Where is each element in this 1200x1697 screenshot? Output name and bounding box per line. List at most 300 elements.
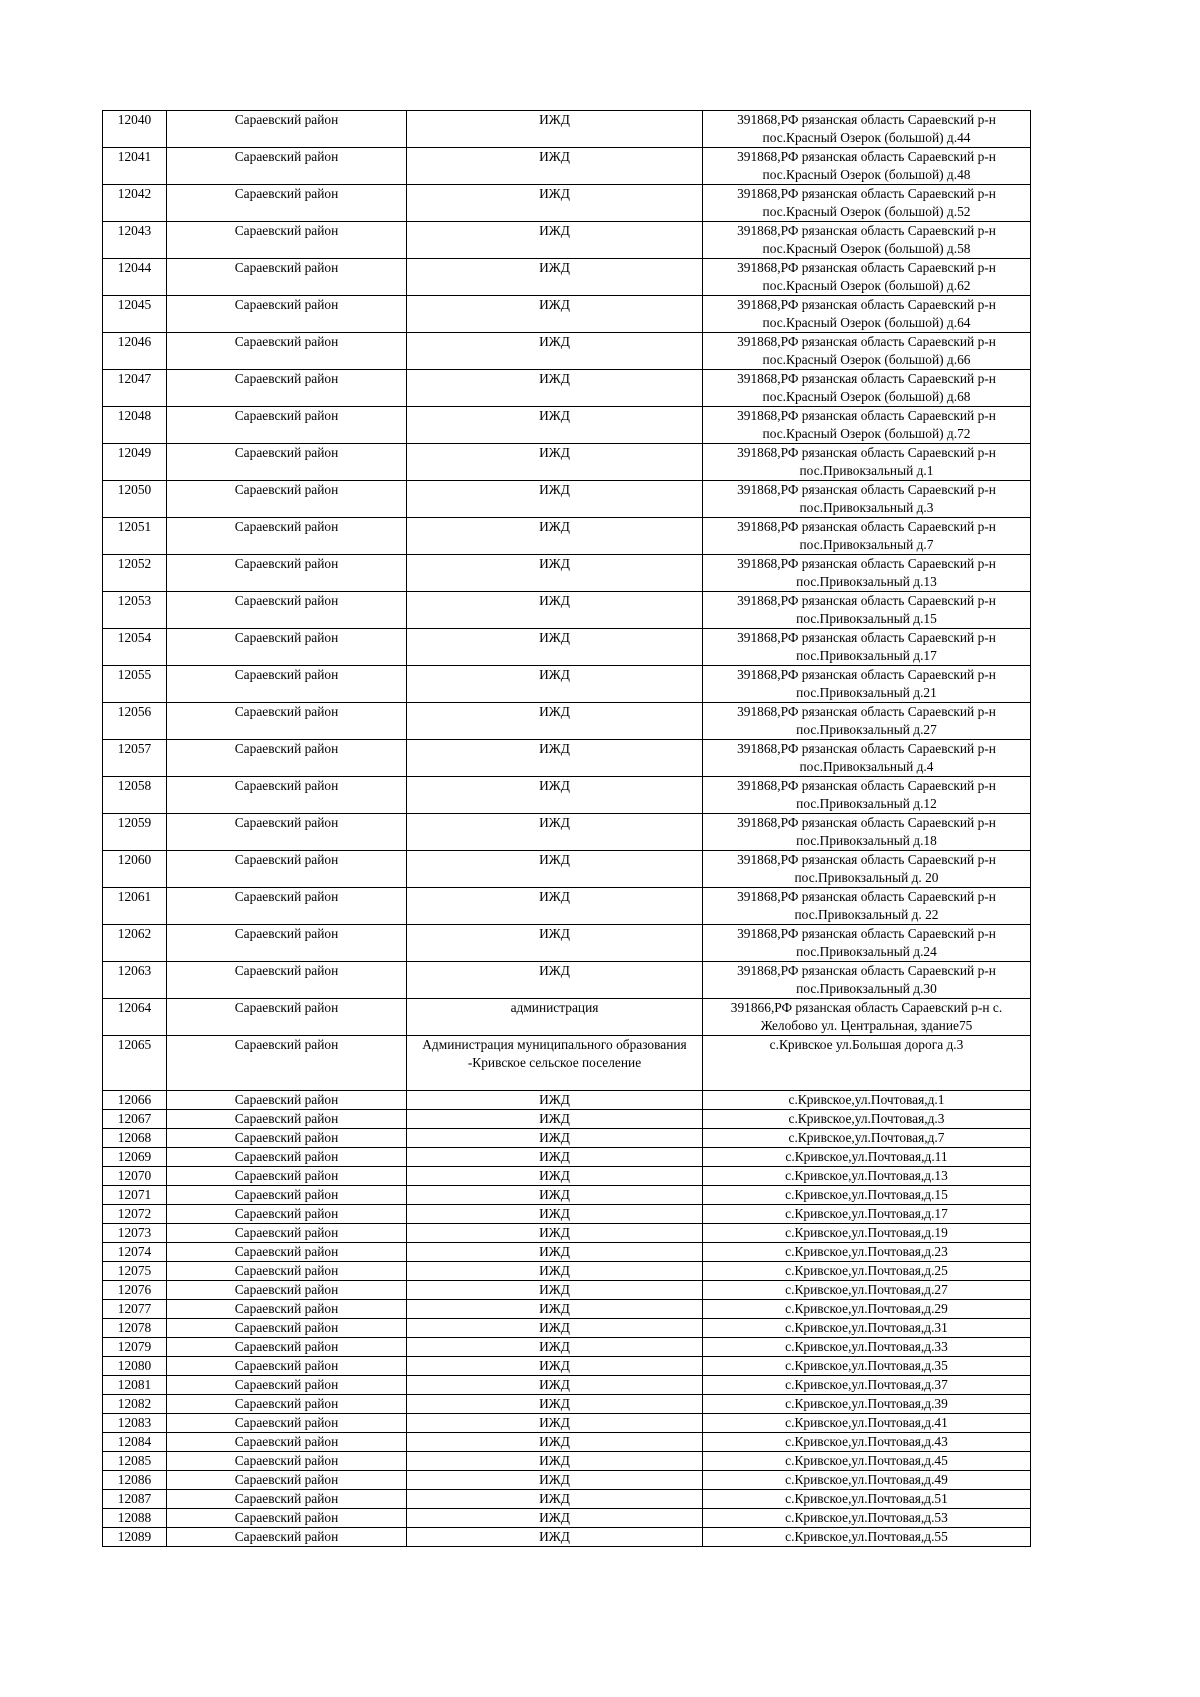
table-row	[103, 1452, 1031, 1471]
cell-number: 12054	[103, 629, 167, 666]
cell-district: Сараевский район	[167, 185, 407, 222]
address-line: пос.Привокзальный д.17	[796, 648, 937, 663]
cell-number: 12046	[103, 333, 167, 370]
cell-number: 12080	[103, 1357, 167, 1376]
cell-use: ИЖД	[407, 814, 703, 851]
cell-use: ИЖД	[407, 1357, 703, 1376]
table-row	[103, 1509, 1031, 1528]
cell-address	[703, 1205, 1031, 1224]
address-line: 391868,РФ рязанская область Сараевский р-н	[737, 371, 996, 386]
cell-number: 12040	[103, 111, 167, 148]
cell-district: Сараевский район	[167, 1433, 407, 1452]
table-row	[103, 1376, 1031, 1395]
cell-district: Сараевский район	[167, 222, 407, 259]
address-line: 391866,РФ рязанская область Сараевский р-н с.	[730, 1000, 1003, 1015]
table-row	[103, 1338, 1031, 1357]
cell-district: Сараевский район	[167, 370, 407, 407]
table-row	[103, 1129, 1031, 1148]
cell-use: ИЖД	[407, 740, 703, 777]
table-row	[103, 1262, 1031, 1281]
table-row	[103, 1395, 1031, 1414]
address-line: с.Кривское,ул.Почтовая,д.27	[785, 1282, 948, 1297]
cell-district: Сараевский район	[167, 148, 407, 185]
cell-number: 12063	[103, 962, 167, 999]
cell-number: 12084	[103, 1433, 167, 1452]
cell-use: ИЖД	[407, 1167, 703, 1186]
cell-district: Сараевский район	[167, 925, 407, 962]
cell-number: 12067	[103, 1110, 167, 1129]
address-line: 391868,РФ рязанская область Сараевский р-н	[737, 815, 996, 830]
cell-number: 12081	[103, 1376, 167, 1395]
cell-number: 12042	[103, 185, 167, 222]
cell-district: Сараевский район	[167, 1224, 407, 1243]
address-line: 391868,РФ рязанская область Сараевский р-н	[737, 556, 996, 571]
cell-use: ИЖД	[407, 962, 703, 999]
cell-use: ИЖД	[407, 333, 703, 370]
cell-district: Сараевский район	[167, 666, 407, 703]
address-line: 391868,РФ рязанская область Сараевский р-н	[737, 852, 996, 867]
cell-district: Сараевский район	[167, 851, 407, 888]
cell-address	[703, 296, 1031, 333]
cell-district: Сараевский район	[167, 1490, 407, 1509]
address-line: пос.Привокзальный д.27	[796, 722, 937, 737]
cell-address	[703, 777, 1031, 814]
cell-address	[703, 1281, 1031, 1300]
table-row	[103, 481, 1031, 518]
cell-use: ИЖД	[407, 222, 703, 259]
cell-use: ИЖД	[407, 592, 703, 629]
cell-number: 12057	[103, 740, 167, 777]
table-row	[103, 1036, 1031, 1091]
cell-use: ИЖД	[407, 1471, 703, 1490]
address-line: с.Кривское,ул.Почтовая,д.37	[785, 1377, 948, 1392]
cell-number: 12043	[103, 222, 167, 259]
cell-district: Сараевский район	[167, 111, 407, 148]
cell-use: ИЖД	[407, 259, 703, 296]
cell-district: Сараевский район	[167, 1205, 407, 1224]
cell-address	[703, 1490, 1031, 1509]
address-line: пос.Привокзальный д. 20	[794, 870, 939, 885]
table-row	[103, 592, 1031, 629]
cell-use: ИЖД	[407, 1300, 703, 1319]
address-line: с.Кривское,ул.Почтовая,д.23	[785, 1244, 948, 1259]
cell-use: ИЖД	[407, 1376, 703, 1395]
cell-address	[703, 1471, 1031, 1490]
address-line: пос.Привокзальный д.13	[796, 574, 937, 589]
cell-address	[703, 1357, 1031, 1376]
cell-district: Сараевский район	[167, 1528, 407, 1547]
cell-number: 12089	[103, 1528, 167, 1547]
cell-number: 12071	[103, 1186, 167, 1205]
cell-district: Сараевский район	[167, 1281, 407, 1300]
cell-district: Сараевский район	[167, 888, 407, 925]
cell-district: Сараевский район	[167, 1338, 407, 1357]
cell-number: 12055	[103, 666, 167, 703]
cell-address	[703, 444, 1031, 481]
cell-number: 12061	[103, 888, 167, 925]
cell-address	[703, 185, 1031, 222]
cell-number: 12058	[103, 777, 167, 814]
table-row	[103, 666, 1031, 703]
table-row	[103, 814, 1031, 851]
cell-district: Сараевский район	[167, 1148, 407, 1167]
cell-number: 12085	[103, 1452, 167, 1471]
cell-district: Сараевский район	[167, 481, 407, 518]
address-line: пос.Привокзальный д.3	[799, 500, 934, 515]
cell-address	[703, 1148, 1031, 1167]
address-line: пос.Красный Озерок (большой) д.52	[762, 204, 971, 219]
table-row	[103, 703, 1031, 740]
cell-address	[703, 1376, 1031, 1395]
table-row	[103, 1300, 1031, 1319]
address-line: 391868,РФ рязанская область Сараевский р-н	[737, 260, 996, 275]
cell-address	[703, 259, 1031, 296]
cell-number: 12045	[103, 296, 167, 333]
cell-use: ИЖД	[407, 666, 703, 703]
table-row	[103, 1205, 1031, 1224]
cell-number: 12052	[103, 555, 167, 592]
cell-use: ИЖД	[407, 148, 703, 185]
address-line: 391868,РФ рязанская область Сараевский р-н	[737, 667, 996, 682]
table-row	[103, 1091, 1031, 1110]
cell-district: Сараевский район	[167, 444, 407, 481]
address-line: пос.Привокзальный д.1	[799, 463, 934, 478]
table-row	[103, 888, 1031, 925]
cell-district: Сараевский район	[167, 1110, 407, 1129]
cell-number: 12079	[103, 1338, 167, 1357]
cell-district: Сараевский район	[167, 1319, 407, 1338]
cell-district: Сараевский район	[167, 814, 407, 851]
cell-use: ИЖД	[407, 1281, 703, 1300]
address-line: 391868,РФ рязанская область Сараевский р-н	[737, 223, 996, 238]
table-row	[103, 1319, 1031, 1338]
table-row	[103, 1433, 1031, 1452]
address-line: с.Кривское,ул.Почтовая,д.45	[785, 1453, 948, 1468]
address-line: пос.Привокзальный д.12	[796, 796, 937, 811]
address-line: с.Кривское,ул.Почтовая,д.39	[785, 1396, 948, 1411]
cell-number: 12086	[103, 1471, 167, 1490]
cell-address	[703, 1319, 1031, 1338]
address-line: с.Кривское,ул.Почтовая,д.49	[785, 1472, 948, 1487]
cell-use: ИЖД	[407, 296, 703, 333]
cell-number: 12083	[103, 1414, 167, 1433]
cell-use: ИЖД	[407, 925, 703, 962]
table-row	[103, 259, 1031, 296]
table-row	[103, 148, 1031, 185]
cell-address	[703, 1243, 1031, 1262]
cell-district: Сараевский район	[167, 1376, 407, 1395]
cell-number: 12047	[103, 370, 167, 407]
address-line: с.Кривское,ул.Почтовая,д.41	[785, 1415, 948, 1430]
cell-address	[703, 1338, 1031, 1357]
cell-number: 12076	[103, 1281, 167, 1300]
cell-number: 12072	[103, 1205, 167, 1224]
cell-address	[703, 1186, 1031, 1205]
cell-use: ИЖД	[407, 1490, 703, 1509]
table-row	[103, 1528, 1031, 1547]
address-line: 391868,РФ рязанская область Сараевский р-н	[737, 112, 996, 127]
table-row	[103, 999, 1031, 1036]
cell-address	[703, 1167, 1031, 1186]
address-line: пос.Красный Озерок (большой) д.64	[762, 315, 971, 330]
cell-address	[703, 407, 1031, 444]
table-row	[103, 851, 1031, 888]
cell-address	[703, 370, 1031, 407]
address-line: 391868,РФ рязанская область Сараевский р-н	[737, 408, 996, 423]
cell-number: 12073	[103, 1224, 167, 1243]
cell-address	[703, 592, 1031, 629]
cell-address	[703, 1509, 1031, 1528]
cell-use: ИЖД	[407, 407, 703, 444]
cell-district: Сараевский район	[167, 259, 407, 296]
cell-district: Сараевский район	[167, 1129, 407, 1148]
cell-number: 12087	[103, 1490, 167, 1509]
registry-table-body	[103, 111, 1031, 1547]
address-line: 391868,РФ рязанская область Сараевский р-н	[737, 926, 996, 941]
cell-use: ИЖД	[407, 1528, 703, 1547]
cell-use: ИЖД	[407, 851, 703, 888]
cell-number: 12051	[103, 518, 167, 555]
cell-number: 12066	[103, 1091, 167, 1110]
cell-use: ИЖД	[407, 1319, 703, 1338]
cell-address	[703, 1528, 1031, 1547]
address-line: с.Кривское,ул.Почтовая,д.13	[785, 1168, 948, 1183]
cell-number: 12060	[103, 851, 167, 888]
cell-district: Сараевский район	[167, 962, 407, 999]
cell-district: Сараевский район	[167, 629, 407, 666]
cell-address	[703, 925, 1031, 962]
address-line: 391868,РФ рязанская область Сараевский р-н	[737, 889, 996, 904]
cell-use: ИЖД	[407, 1110, 703, 1129]
cell-address	[703, 111, 1031, 148]
cell-district: Сараевский район	[167, 1471, 407, 1490]
cell-use: ИЖД	[407, 1509, 703, 1528]
table-row	[103, 1471, 1031, 1490]
cell-address	[703, 703, 1031, 740]
address-line: с.Кривское,ул.Почтовая,д.7	[788, 1130, 945, 1145]
cell-number: 12048	[103, 407, 167, 444]
table-row	[103, 962, 1031, 999]
cell-use: администрация	[407, 999, 703, 1036]
cell-district: Сараевский район	[167, 777, 407, 814]
cell-use: ИЖД	[407, 1452, 703, 1471]
address-line: с.Кривское,ул.Почтовая,д.19	[785, 1225, 948, 1240]
address-line: 391868,РФ рязанская область Сараевский р-н	[737, 482, 996, 497]
address-line: 391868,РФ рязанская область Сараевский р-н	[737, 593, 996, 608]
cell-address	[703, 222, 1031, 259]
cell-district: Сараевский район	[167, 1414, 407, 1433]
address-line: пос.Привокзальный д. 22	[794, 907, 939, 922]
address-line: Желобово ул. Центральная, здание75	[760, 1018, 973, 1033]
address-line: с.Кривское,ул.Почтовая,д.35	[785, 1358, 948, 1373]
cell-address	[703, 1300, 1031, 1319]
cell-number: 12056	[103, 703, 167, 740]
cell-use: ИЖД	[407, 1148, 703, 1167]
address-line: пос.Красный Озерок (большой) д.58	[762, 241, 971, 256]
address-line: пос.Красный Озерок (большой) д.72	[762, 426, 971, 441]
table-row	[103, 1167, 1031, 1186]
table-row	[103, 1490, 1031, 1509]
address-line: 391868,РФ рязанская область Сараевский р-н	[737, 149, 996, 164]
address-line: 391868,РФ рязанская область Сараевский р-н	[737, 741, 996, 756]
cell-number: 12065	[103, 1036, 167, 1091]
cell-use: ИЖД	[407, 555, 703, 592]
cell-address	[703, 888, 1031, 925]
cell-district: Сараевский район	[167, 1167, 407, 1186]
address-line: 391868,РФ рязанская область Сараевский р-н	[737, 297, 996, 312]
cell-address	[703, 1452, 1031, 1471]
table-row	[103, 629, 1031, 666]
cell-district: Сараевский район	[167, 1300, 407, 1319]
cell-number: 12049	[103, 444, 167, 481]
cell-use: ИЖД	[407, 629, 703, 666]
cell-use: ИЖД	[407, 1395, 703, 1414]
table-row	[103, 1224, 1031, 1243]
table-row	[103, 111, 1031, 148]
address-line: с.Кривское,ул.Почтовая,д.55	[785, 1529, 948, 1544]
cell-address	[703, 518, 1031, 555]
cell-district: Сараевский район	[167, 407, 407, 444]
cell-district: Сараевский район	[167, 333, 407, 370]
address-line: пос.Привокзальный д.15	[796, 611, 937, 626]
address-line: пос.Красный Озерок (большой) д.68	[762, 389, 971, 404]
cell-address	[703, 1036, 1031, 1091]
address-line: пос.Красный Озерок (большой) д.66	[762, 352, 971, 367]
address-line: пос.Привокзальный д.4	[799, 759, 934, 774]
cell-district: Сараевский район	[167, 1243, 407, 1262]
table-row	[103, 925, 1031, 962]
table-row	[103, 1243, 1031, 1262]
cell-number: 12070	[103, 1167, 167, 1186]
cell-district: Сараевский район	[167, 1395, 407, 1414]
table-row	[103, 222, 1031, 259]
address-line: с.Кривское,ул.Почтовая,д.3	[788, 1111, 945, 1126]
table-row	[103, 555, 1031, 592]
table-row	[103, 370, 1031, 407]
address-line: с.Кривское,ул.Почтовая,д.11	[785, 1149, 948, 1164]
cell-district: Сараевский район	[167, 999, 407, 1036]
cell-district: Сараевский район	[167, 1036, 407, 1091]
cell-district: Сараевский район	[167, 1509, 407, 1528]
cell-number: 12077	[103, 1300, 167, 1319]
address-line: пос.Красный Озерок (большой) д.48	[762, 167, 971, 182]
cell-address	[703, 1395, 1031, 1414]
cell-use: ИЖД	[407, 1091, 703, 1110]
cell-use: ИЖД	[407, 1262, 703, 1281]
cell-address	[703, 962, 1031, 999]
cell-district: Сараевский район	[167, 1452, 407, 1471]
address-line: 391868,РФ рязанская область Сараевский р-н	[737, 186, 996, 201]
cell-address	[703, 481, 1031, 518]
address-line: пос.Привокзальный д.21	[796, 685, 937, 700]
cell-address	[703, 851, 1031, 888]
cell-number: 12062	[103, 925, 167, 962]
address-line: пос.Красный Озерок (большой) д.62	[762, 278, 971, 293]
address-line: с.Кривское,ул.Почтовая,д.17	[785, 1206, 948, 1221]
cell-use: ИЖД	[407, 777, 703, 814]
address-line: с.Кривское,ул.Почтовая,д.51	[785, 1491, 948, 1506]
cell-district: Сараевский район	[167, 1262, 407, 1281]
address-line: 391868,РФ рязанская область Сараевский р-н	[737, 445, 996, 460]
table-row	[103, 407, 1031, 444]
address-line: пос.Привокзальный д.18	[796, 833, 937, 848]
cell-use: ИЖД	[407, 1414, 703, 1433]
address-line: 391868,РФ рязанская область Сараевский р-н	[737, 963, 996, 978]
cell-use: ИЖД	[407, 111, 703, 148]
table-row	[103, 1281, 1031, 1300]
cell-use: ИЖД	[407, 370, 703, 407]
cell-address	[703, 1110, 1031, 1129]
address-line: 391868,РФ рязанская область Сараевский р-н	[737, 519, 996, 534]
address-line: с.Кривское,ул.Почтовая,д.1	[788, 1092, 945, 1107]
table-row	[103, 740, 1031, 777]
cell-district: Сараевский район	[167, 703, 407, 740]
cell-district: Сараевский район	[167, 1091, 407, 1110]
cell-number: 12075	[103, 1262, 167, 1281]
address-line: с.Кривское,ул.Почтовая,д.31	[785, 1320, 948, 1335]
cell-address	[703, 555, 1031, 592]
registry-table	[102, 110, 1031, 1547]
cell-number: 12082	[103, 1395, 167, 1414]
cell-address	[703, 1262, 1031, 1281]
table-row	[103, 1357, 1031, 1376]
cell-use: ИЖД	[407, 1433, 703, 1452]
cell-use: ИЖД	[407, 1186, 703, 1205]
cell-use: ИЖД	[407, 444, 703, 481]
address-line: 391868,РФ рязанская область Сараевский р-н	[737, 778, 996, 793]
cell-address	[703, 1433, 1031, 1452]
cell-district: Сараевский район	[167, 296, 407, 333]
address-line: с.Кривское,ул.Почтовая,д.25	[785, 1263, 948, 1278]
table-row	[103, 444, 1031, 481]
cell-address	[703, 148, 1031, 185]
address-line: с.Кривское,ул.Почтовая,д.29	[785, 1301, 948, 1316]
cell-district: Сараевский район	[167, 1357, 407, 1376]
cell-address	[703, 740, 1031, 777]
table-row	[103, 185, 1031, 222]
cell-number: 12044	[103, 259, 167, 296]
cell-district: Сараевский район	[167, 1186, 407, 1205]
cell-district: Сараевский район	[167, 555, 407, 592]
cell-address	[703, 999, 1031, 1036]
cell-district: Сараевский район	[167, 740, 407, 777]
address-line: с.Кривское,ул.Почтовая,д.53	[785, 1510, 948, 1525]
cell-number: 12059	[103, 814, 167, 851]
cell-use: Администрация муниципального образования -Кривское сельское поселение	[407, 1036, 703, 1091]
cell-use: ИЖД	[407, 888, 703, 925]
cell-number: 12053	[103, 592, 167, 629]
address-line: с.Кривское ул.Большая дорога д.3	[769, 1037, 964, 1052]
address-line: с.Кривское,ул.Почтовая,д.15	[785, 1187, 948, 1202]
table-row	[103, 296, 1031, 333]
cell-use: ИЖД	[407, 1205, 703, 1224]
cell-number: 12041	[103, 148, 167, 185]
cell-address	[703, 1129, 1031, 1148]
table-row	[103, 1148, 1031, 1167]
cell-address	[703, 814, 1031, 851]
cell-address	[703, 1414, 1031, 1433]
cell-use: ИЖД	[407, 518, 703, 555]
cell-address	[703, 1091, 1031, 1110]
cell-district: Сараевский район	[167, 518, 407, 555]
cell-number: 12088	[103, 1509, 167, 1528]
table-row	[103, 1186, 1031, 1205]
address-line: 391868,РФ рязанская область Сараевский р-н	[737, 630, 996, 645]
table-row	[103, 333, 1031, 370]
cell-use: ИЖД	[407, 185, 703, 222]
table-row	[103, 518, 1031, 555]
cell-use: ИЖД	[407, 1243, 703, 1262]
